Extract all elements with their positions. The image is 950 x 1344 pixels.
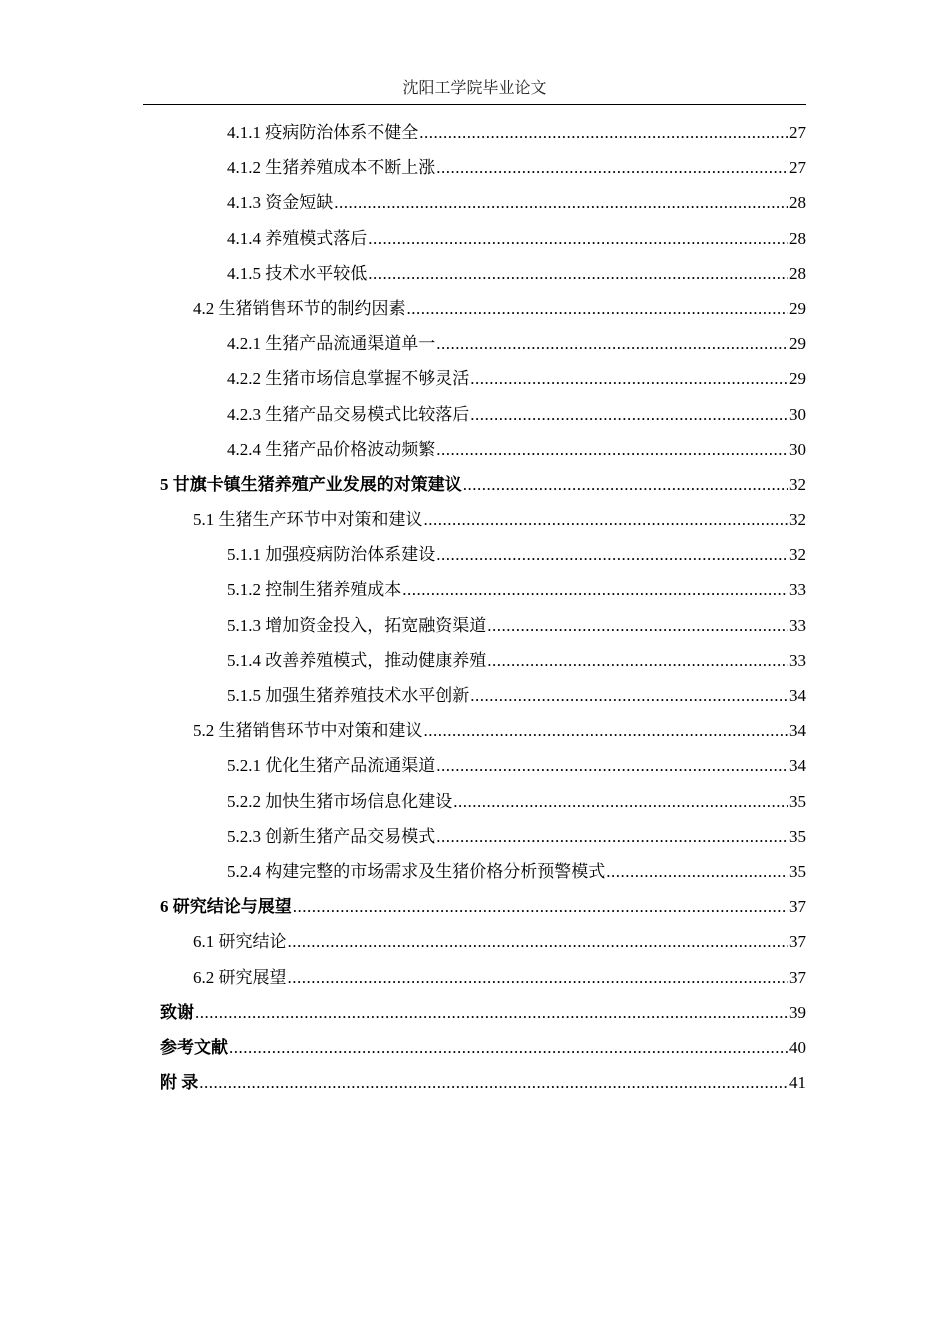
toc-entry-page-number: 29 — [789, 298, 806, 318]
toc-leader-dots — [195, 995, 788, 1030]
toc-entry[interactable] — [160, 924, 806, 959]
toc-entry[interactable] — [160, 502, 806, 537]
toc-entry-page-number: 33 — [789, 580, 806, 600]
toc-entry[interactable] — [160, 713, 806, 748]
toc-entry-page-number: 32 — [789, 545, 806, 565]
toc-entry[interactable] — [160, 150, 806, 185]
toc-leader-dots — [453, 784, 788, 819]
toc-entry-page-number: 37 — [789, 932, 806, 952]
toc-entry[interactable] — [160, 256, 806, 291]
toc-entry[interactable] — [160, 185, 806, 220]
toc-entry[interactable] — [160, 397, 806, 432]
toc-entry-page-number: 40 — [789, 1037, 806, 1057]
toc-entry[interactable] — [160, 784, 806, 819]
toc-entry[interactable] — [160, 889, 806, 924]
toc-leader-dots — [436, 537, 788, 572]
toc-entry-label: 4.2.2 生猪市场信息掌握不够灵活 — [227, 369, 470, 389]
toc-leader-dots — [436, 819, 788, 854]
toc-leader-dots — [424, 713, 789, 748]
toc-leader-dots — [463, 467, 788, 502]
toc-entry-label: 6.1 研究结论 — [193, 932, 287, 952]
toc-leader-dots — [288, 960, 789, 995]
toc-entry[interactable] — [160, 326, 806, 361]
toc-entry-label: 参考文献 — [160, 1037, 228, 1057]
toc-entry-label: 4.2 生猪销售环节的制约因素 — [193, 298, 406, 318]
toc-entry-label: 4.2.3 生猪产品交易模式比较落后 — [227, 404, 470, 424]
toc-entry[interactable] — [160, 748, 806, 783]
toc-leader-dots — [436, 150, 788, 185]
table-of-contents — [160, 115, 806, 1100]
toc-leader-dots — [436, 326, 788, 361]
toc-leader-dots — [402, 572, 788, 607]
toc-entry[interactable] — [160, 819, 806, 854]
toc-entry-page-number: 35 — [789, 861, 806, 881]
toc-entry-page-number: 30 — [789, 404, 806, 424]
toc-entry[interactable] — [160, 467, 806, 502]
toc-leader-dots — [419, 115, 788, 150]
toc-leader-dots — [436, 432, 788, 467]
toc-entry-label: 5 甘旗卡镇生猪养殖产业发展的对策建议 — [160, 474, 462, 494]
toc-entry-label: 5.2.1 优化生猪产品流通渠道 — [227, 756, 436, 776]
toc-entry-label: 4.1.5 技术水平较低 — [227, 263, 368, 283]
toc-entry[interactable] — [160, 1030, 806, 1065]
toc-leader-dots — [293, 889, 788, 924]
toc-entry[interactable] — [160, 1065, 806, 1100]
toc-entry-page-number: 32 — [789, 510, 806, 530]
toc-leader-dots — [368, 256, 788, 291]
toc-entry-label: 4.1.2 生猪养殖成本不断上涨 — [227, 158, 436, 178]
toc-leader-dots — [470, 678, 788, 713]
toc-entry-page-number: 34 — [789, 721, 806, 741]
toc-entry-page-number: 41 — [789, 1073, 806, 1093]
toc-entry[interactable] — [160, 678, 806, 713]
toc-entry[interactable] — [160, 995, 806, 1030]
toc-entry[interactable] — [160, 643, 806, 678]
toc-leader-dots — [334, 185, 788, 220]
toc-entry-label: 4.1.1 疫病防治体系不健全 — [227, 123, 419, 142]
toc-entry-page-number: 37 — [789, 897, 806, 917]
toc-entry[interactable] — [160, 537, 806, 572]
toc-entry-label: 5.1.4 改善养殖模式，推动健康养殖 — [227, 650, 487, 670]
toc-entry-page-number: 29 — [789, 369, 806, 389]
toc-entry-label: 5.1 生猪生产环节中对策和建议 — [193, 510, 423, 530]
toc-entry-label: 4.1.3 资金短缺 — [227, 193, 334, 213]
toc-entry-label: 5.1.2 控制生猪养殖成本 — [227, 580, 402, 600]
page-header-title: 沈阳工学院毕业论文 — [402, 80, 547, 97]
toc-leader-dots — [407, 291, 789, 326]
toc-entry-page-number: 29 — [789, 334, 806, 354]
toc-leader-dots — [368, 221, 788, 256]
toc-leader-dots — [436, 748, 788, 783]
toc-entry-page-number: 37 — [789, 967, 806, 987]
toc-entry-label: 5.2.2 加快生猪市场信息化建设 — [227, 791, 453, 811]
toc-entry[interactable] — [160, 361, 806, 396]
toc-entry-page-number: 32 — [789, 474, 806, 494]
toc-leader-dots — [470, 397, 788, 432]
toc-entry-page-number: 28 — [789, 193, 806, 213]
toc-entry-page-number: 33 — [789, 615, 806, 635]
toc-leader-dots — [288, 924, 789, 959]
toc-entry[interactable] — [160, 291, 806, 326]
toc-entry-label: 5.2.4 构建完整的市场需求及生猪价格分析预警模式 — [227, 861, 606, 881]
toc-entry-label: 4.2.4 生猪产品价格波动频繁 — [227, 439, 436, 459]
toc-entry-label: 致谢 — [160, 1002, 194, 1022]
toc-entry-label: 5.1.3 增加资金投入，拓宽融资渠道 — [227, 615, 487, 635]
toc-leader-dots — [487, 608, 788, 643]
toc-entry-label: 5.2.3 创新生猪产品交易模式 — [227, 826, 436, 846]
toc-entry[interactable] — [160, 608, 806, 643]
toc-entry[interactable] — [160, 115, 806, 150]
toc-entry-label: 5.1.5 加强生猪养殖技术水平创新 — [227, 686, 470, 705]
toc-entry[interactable] — [160, 960, 806, 995]
toc-entry-page-number: 39 — [789, 1002, 806, 1022]
toc-entry[interactable] — [160, 572, 806, 607]
toc-leader-dots — [424, 502, 789, 537]
header-divider — [143, 104, 806, 105]
toc-entry-label: 6 研究结论与展望 — [160, 897, 292, 917]
toc-entry-page-number: 33 — [789, 650, 806, 670]
toc-leader-dots — [199, 1065, 788, 1100]
toc-entry-page-number: 35 — [789, 791, 806, 811]
toc-leader-dots — [487, 643, 788, 678]
toc-leader-dots — [606, 854, 788, 889]
toc-entry-page-number: 35 — [789, 826, 806, 846]
toc-entry-page-number: 28 — [789, 228, 806, 248]
toc-entry-page-number: 27 — [789, 123, 806, 142]
toc-entry-label: 5.1.1 加强疫病防治体系建设 — [227, 545, 436, 565]
toc-entry[interactable] — [160, 432, 806, 467]
toc-entry-page-number: 27 — [789, 158, 806, 178]
toc-entry-page-number: 34 — [789, 686, 806, 705]
toc-entry-label: 4.2.1 生猪产品流通渠道单一 — [227, 334, 436, 354]
toc-leader-dots — [470, 361, 788, 396]
toc-entry-page-number: 30 — [789, 439, 806, 459]
toc-leader-dots — [229, 1030, 788, 1065]
toc-entry-label: 附 录 — [160, 1073, 199, 1093]
toc-entry-page-number: 28 — [789, 263, 806, 283]
toc-entry-label: 4.1.4 养殖模式落后 — [227, 228, 368, 248]
toc-entry[interactable] — [160, 854, 806, 889]
toc-entry-page-number: 34 — [789, 756, 806, 776]
toc-entry-label: 6.2 研究展望 — [193, 967, 287, 987]
toc-entry-label: 5.2 生猪销售环节中对策和建议 — [193, 721, 423, 741]
toc-entry[interactable] — [160, 221, 806, 256]
